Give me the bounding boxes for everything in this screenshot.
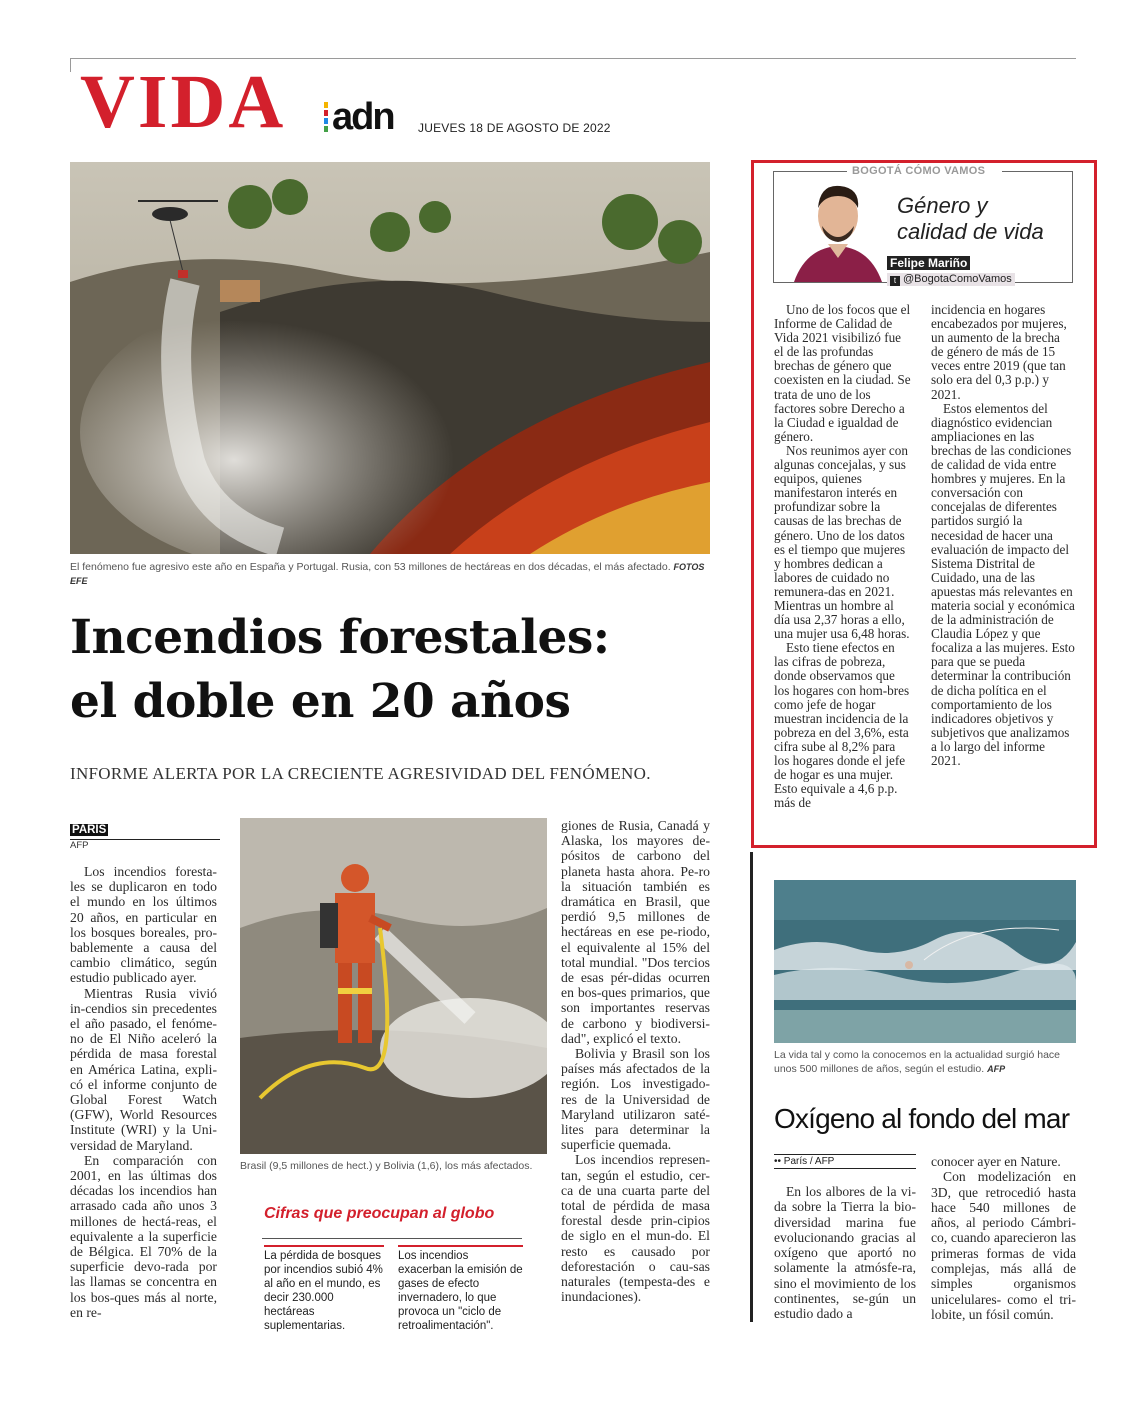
ocean-byline-text: París / AFP xyxy=(783,1156,835,1167)
facts-rule xyxy=(262,1238,522,1239)
article-column-1 xyxy=(70,864,217,1320)
ocean-caption-text: La vida tal y como la conocemos en la actualidad surgió hace unos 500 millones de años, según el estudio. xyxy=(774,1049,1061,1075)
ocean-photo xyxy=(774,880,1076,1043)
column-header-frame-top-r xyxy=(1002,171,1073,172)
wildfire-illustration xyxy=(70,162,710,554)
facts-box-title: Cifras que preocupan al globo xyxy=(264,1205,495,1222)
ocean-left-column xyxy=(774,1184,916,1322)
paragraph: Estos elementos del diagnóstico evidencian ampliaciones en las brechas de las condiciones de calidad de vida entre hombres y mujeres. En la conversación con concejalas de diferentes partidos surgió la necesidad de hacer una evaluación de impacto del Sistema Distrital de Cuidado, una de las apuestas más relevantes en materia social y económica de la administración de Claudia López y que focaliza a las mujeres. Esto para que se pueda determinar la contribución de dicha política en el comportamiento de los indicadores objetivos y subjetivos que analizamos a lo largo del informe 2021. xyxy=(931,400,1075,768)
paragraph: Bolivia y Brasil son los países más afectados de la región. Los investigado-res de la Universidad de Maryland utilizaron saté-lites para determinar la superficie quemada. xyxy=(561,1046,710,1153)
agency-tag: AFP xyxy=(70,840,89,851)
ocean-illustration xyxy=(774,880,1076,1043)
column-header-frame-top xyxy=(773,171,847,172)
paragraph: Mientras Rusia vivió in-cendios sin precedentes el año pasado, el fenóme-no de El Niño aceleró la pérdida de masa forestal en América Latina, expli-có el informe conjunto de Global Forest Watch (GFW), World Resources Institute (WRI) y la Uni-versidad de Maryland. xyxy=(70,985,217,1153)
article-subhead: INFORME ALERTA POR LA CRECIENTE AGRESIVIDAD DEL FENÓMENO. xyxy=(70,764,651,783)
firefighter-illustration xyxy=(240,818,547,1154)
ocean-caption xyxy=(774,1049,1076,1076)
wildfire-photo xyxy=(70,162,710,554)
author-portrait xyxy=(786,178,890,282)
main-photo-caption xyxy=(70,561,710,588)
article-column-3 xyxy=(561,818,710,1305)
ocean-byline xyxy=(774,1154,916,1169)
opinion-right-column xyxy=(931,303,1075,768)
paragraph: giones de Rusia, Canadá y Alaska, los mayores de-pósitos de carbono del planeta hasta ahora. Pe-ro la situación también es dramática en Brasil, que perdió 9,5 millones de hectáreas en ese pe-riodo, el equivalente al 15% del total mundial. "Dos tercios de esas pér-didas ocurren en bos-ques primarios, que son importantes reservas de carbono y biodiversi-dad", explicó el texto. xyxy=(561,818,710,1046)
column-kicker: BOGOTÁ CÓMO VAMOS xyxy=(852,165,986,177)
twitter-icon: t xyxy=(890,276,900,286)
adn-logo xyxy=(324,98,408,138)
fact-text-1: La pérdida de bosques por incendios subió 4% al año en el mundo, es decir 230.000 hectáreas suplementarias. xyxy=(264,1250,383,1332)
column-title-line-1: Género y xyxy=(897,193,988,218)
paragraph: incidencia en hogares encabezados por mujeres, un aumento de la brecha de género de más de 15 veces entre 2019 (que tan solo era del 0,3 p.p.) y 2021. xyxy=(931,302,1067,402)
paragraph: En comparación con 2001, en las últimas dos décadas los incendios han arrasado cada año unos 3 millones de hectá-reas, el equivalente a la superficie de Bélgica. El 70% de la superficie devo-rada por las llamas se concentra en los bos-ques más al norte, en re- xyxy=(70,1152,217,1320)
top-rule xyxy=(70,58,1076,59)
opinion-left-column xyxy=(774,303,911,810)
main-photo-caption-text: El fenómeno fue agresivo este año en España y Portugal. Rusia, con 53 millones de hectáreas en dos décadas, el más afectado. xyxy=(70,561,671,573)
paragraph: Esto tiene efectos en las cifras de pobreza, donde observamos que los hogares con hom-bres como jefe de hogar muestran incidencia de la pobreza en del 3,6%, esta cifra sube al 8,2% para los hogares donde el jefe de hogar es una mujer. Esto equivale a 4,6 p.p. más de xyxy=(774,640,910,811)
column-author: Felipe Mariño xyxy=(887,256,970,270)
column-title xyxy=(897,193,1044,245)
paragraph: Con modelización en 3D, que retrocedió hasta hace 540 millones de años, al periodo Cámbri-co, cuando aparecieron las primeras formas de vida complejas, más allá de simples organismos unicelulares- como el tri-lobite, un fósil común. xyxy=(931,1169,1076,1322)
section-title: VIDA xyxy=(80,60,287,144)
fact-item-2 xyxy=(398,1245,523,1333)
column-divider xyxy=(750,852,753,1322)
ocean-headline: Oxígeno al fondo del mar xyxy=(774,1103,1070,1134)
ocean-right-column xyxy=(931,1154,1076,1322)
column-handle-text: @BogotaComoVamos xyxy=(903,273,1012,285)
column-title-line-2: calidad de vida xyxy=(897,219,1044,244)
firefighter-caption: Brasil (9,5 millones de hect.) y Bolivia (1,6), los más afectados. xyxy=(240,1160,533,1172)
top-rule-corner xyxy=(70,58,71,72)
paragraph: En los albores de la vi-da sobre la Tierra la bio-diversidad marina fue evolucionando gracias al oxígeno que aportó no solamente la atmósfe-ra, sino el movimiento de los continentes, se-gún un estudio dado a xyxy=(774,1184,916,1322)
byline-dots-icon: •• xyxy=(774,1156,784,1167)
firefighter-photo xyxy=(240,818,547,1154)
main-photo-credit: FOTOS EFE xyxy=(70,562,705,586)
portrait-illustration xyxy=(786,178,890,282)
headline-line-1: Incendios forestales: xyxy=(70,610,610,665)
paragraph: Los incendios foresta-les se duplicaron en todo el mundo en los últimos 20 años, en particular en los bosques boreales, pro-bablemente a causa del cambio climático, según estudio publicado ayer. xyxy=(70,864,217,986)
paragraph: conocer ayer en Nature. xyxy=(931,1154,1061,1169)
paragraph: Nos reunimos ayer con algunas concejalas, y sus equipos, quienes manifestaron interés en profundizar sobre la causas de las brechas de género. Uno de los datos es el tiempo que mujeres y hombres dedican a labores de cuidado no remunera-das en 2021. Mientras un hombre al día usa 2,37 horas a ello, una mujer usa 6,48 horas. xyxy=(774,442,910,642)
headline-line-2: el doble en 20 años xyxy=(70,674,571,729)
logo-color-bars xyxy=(324,102,329,134)
article-headline xyxy=(70,606,730,734)
fact-text-2: Los incendios exacerban la emisión de gases de efecto invernadero, lo que provoca un "ciclo de retroalimentación". xyxy=(398,1250,523,1332)
brand-name: adn xyxy=(332,96,394,138)
dateline xyxy=(70,818,106,851)
ocean-caption-credit: AFP xyxy=(987,1063,1006,1074)
location-tag: PARÍS xyxy=(72,824,107,836)
column-handle xyxy=(887,273,1015,286)
fact-item-1 xyxy=(264,1245,384,1333)
paragraph: Uno de los focos que el Informe de Calidad de Vida 2021 visibilizó fue el de las profundas brechas de género que coexisten en la ciudad. Se trata de uno de los factores sobre Derecho a la Ciudad e igualdad de género. xyxy=(774,302,911,444)
issue-date: JUEVES 18 DE AGOSTO DE 2022 xyxy=(418,121,611,135)
paragraph: Los incendios represen-tan, según el estudio, cer-ca de una cuarta parte del total de pérdida de masa forestal desde prin-cipios de siglo en el mun-do. El resto es causado por deforestación o cau-sas naturales (tempesta-des e inundaciones). xyxy=(561,1152,710,1305)
